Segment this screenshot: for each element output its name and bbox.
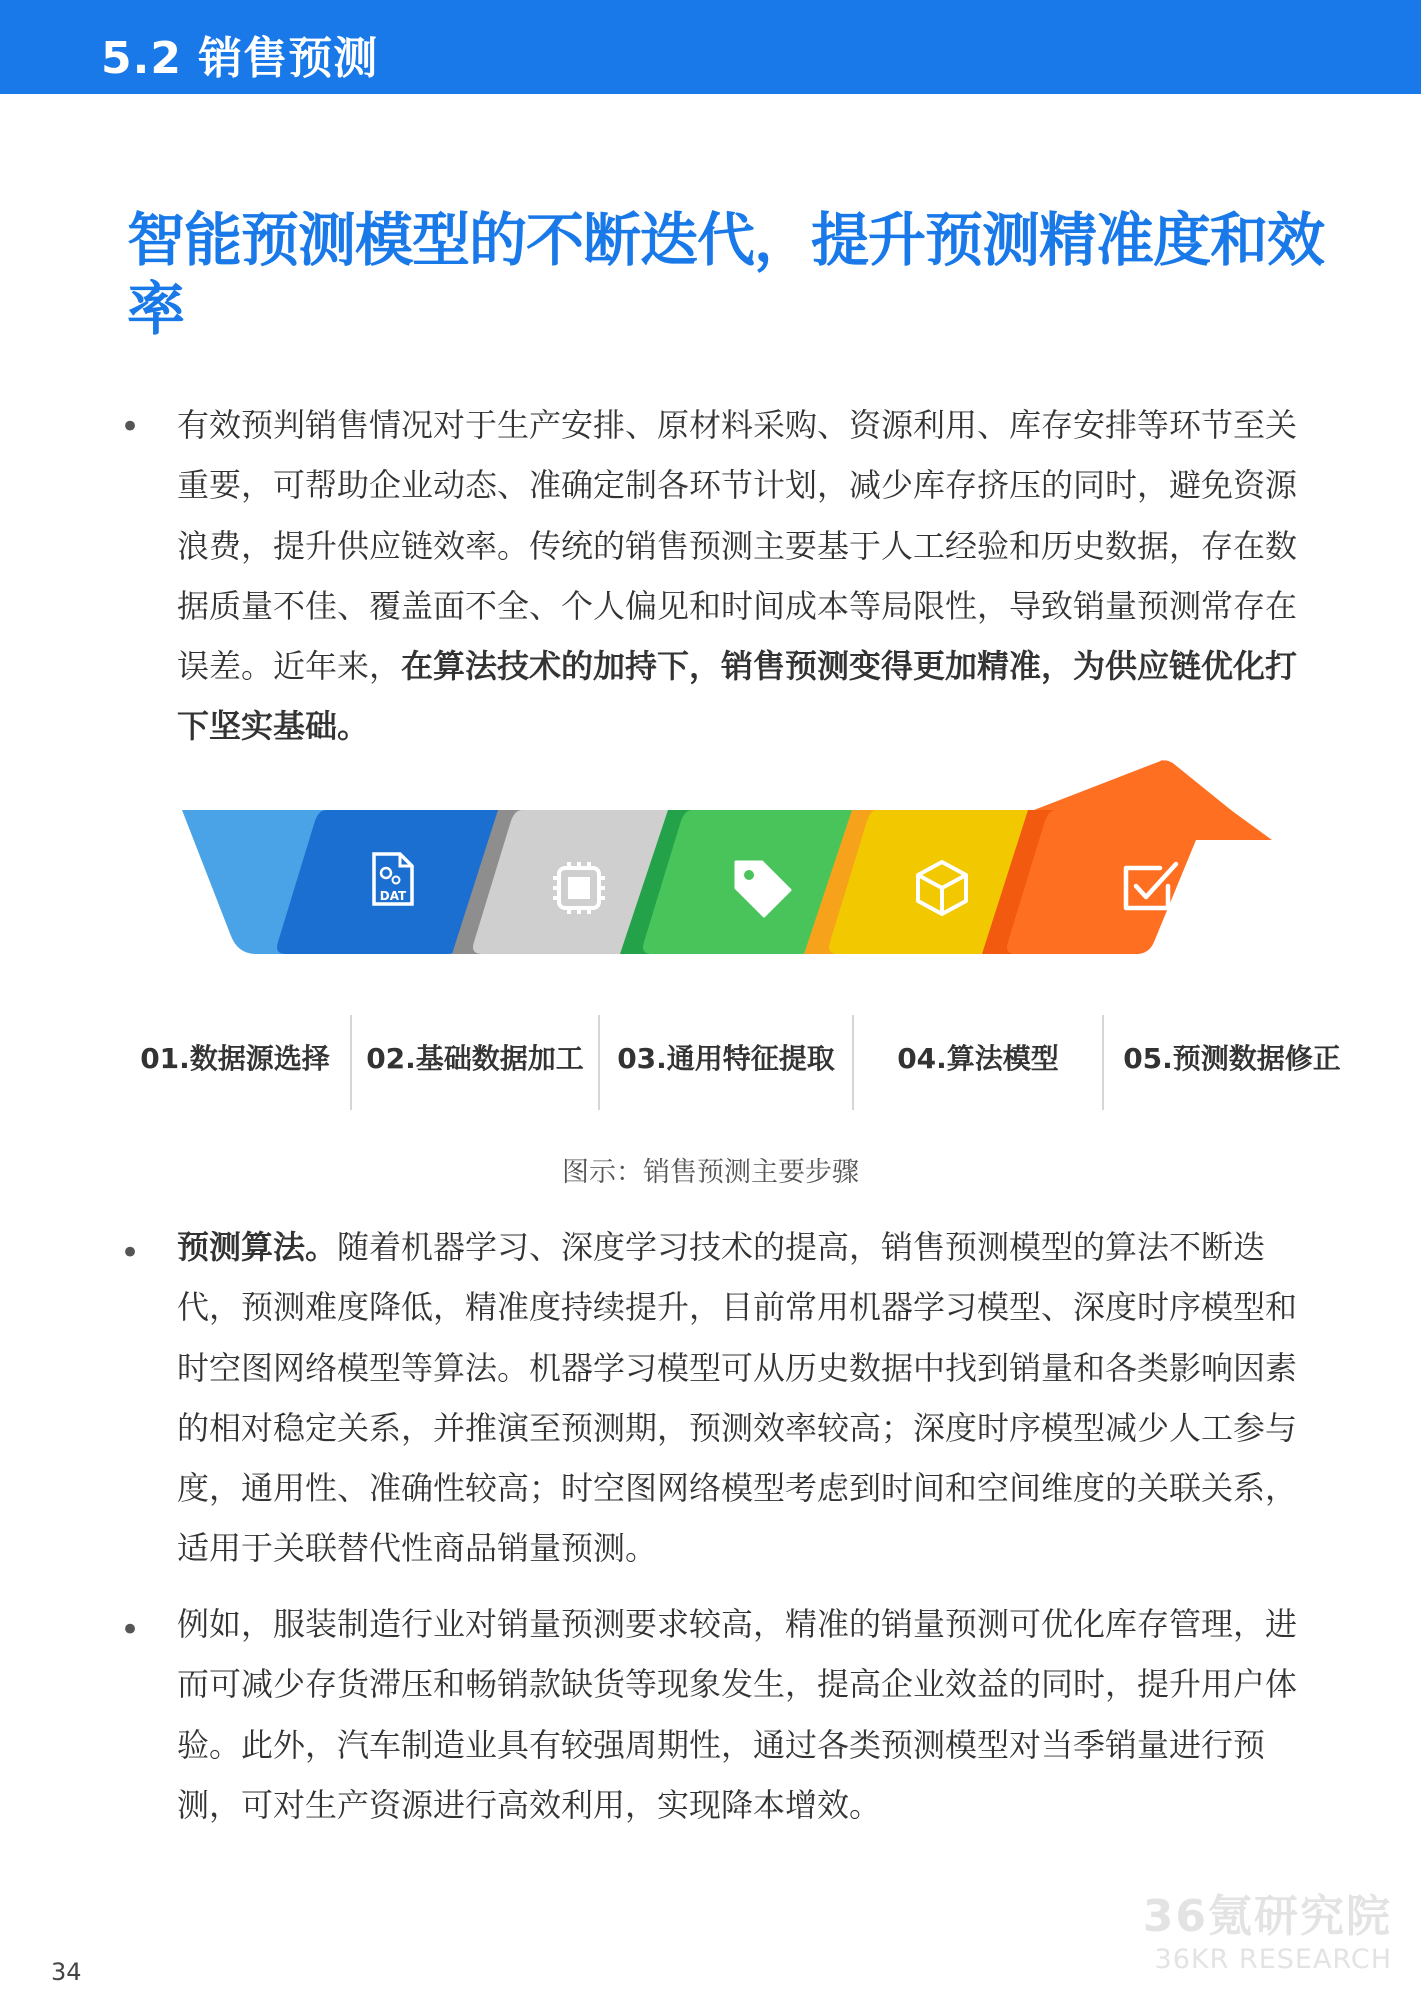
step-labels: [120, 1015, 1360, 1110]
logo-en-text: 36KR RESEARCH: [1154, 1944, 1392, 1975]
intro-bold-text: 在算法技术的加持下，销售预测变得更加精准，为供应链优化打下坚实基础。: [177, 647, 1298, 746]
figure-caption: 图示：销售预测主要步骤: [562, 1157, 859, 1188]
bullet-icon: •: [120, 1610, 141, 1650]
step-2-label: 02.基础数据加工: [366, 1042, 584, 1075]
page-number: 34: [51, 1958, 82, 1986]
bullet-icon: •: [120, 407, 141, 447]
algorithm-bold-text: 预测算法。: [177, 1228, 338, 1266]
algorithm-text: 随着机器学习、深度学习技术的提高，销售预测模型的算法不断迭代，预测难度降低，精准度持续提升，目前常用机器学习模型、深度时序模型和时空图网络模型等算法。机器学习模型可从历史数据中找到销量和各类影响因素的相对稳定关系，并推演至预测期，预测效率较高；深度时序模型减少人工参与度，通用性、准确性较高；时空图网络模型考虑到时间和空间维度的关联关系，适用于关联替代性商品销量预测。: [177, 1228, 1298, 1568]
intro-text: 有效预判销售情况对于生产安排、原材料采购、资源利用、库存安排等环节至关重要，可帮助企业动态、准确定制各环节计划，减少库存挤压的同时，避免资源浪费，提升供应链效率。传统的销售预测主要基于人工经验和历史数据，存在数据质量不佳、覆盖面不全、个人偏见和时间成本等局限性，导致销量预测常存在误差。近年来，: [177, 406, 1298, 686]
section-header-bar: [0, 0, 1421, 94]
algorithm-paragraph: [177, 1217, 1317, 1579]
example-paragraph: 例如，服装制造行业对销量预测要求较高，精准的销量预测可优化库存管理，进而可减少存货滞压和畅销款缺货等现象发生，提高企业效益的同时，提升用户体验。此外，汽车制造业具有较强周期性，通过各类预测模型对当季销量进行预测，可对生产资源进行高效利用，实现降本增效。: [177, 1605, 1298, 1824]
bullet-icon: •: [120, 1233, 141, 1273]
page-title: 智能预测模型的不断迭代，提升预测精准度和效率: [127, 206, 1325, 343]
step-1-label: 01.数据源选择: [140, 1042, 330, 1075]
step-4-label: 04.算法模型: [897, 1042, 1059, 1075]
section-title: 5.2 销售预测: [101, 33, 379, 84]
data-file-icon-label: DAT: [379, 889, 407, 903]
step-3-label: 03.通用特征提取: [617, 1042, 835, 1075]
intro-paragraph: [177, 395, 1317, 757]
brand-logo: [1132, 1892, 1392, 1978]
process-diagram: [176, 756, 1278, 960]
logo-cn-text: 36氪研究院: [1142, 1891, 1392, 1942]
step-5-label: 05.预测数据修正: [1123, 1042, 1341, 1075]
chip-icon: [553, 862, 605, 914]
